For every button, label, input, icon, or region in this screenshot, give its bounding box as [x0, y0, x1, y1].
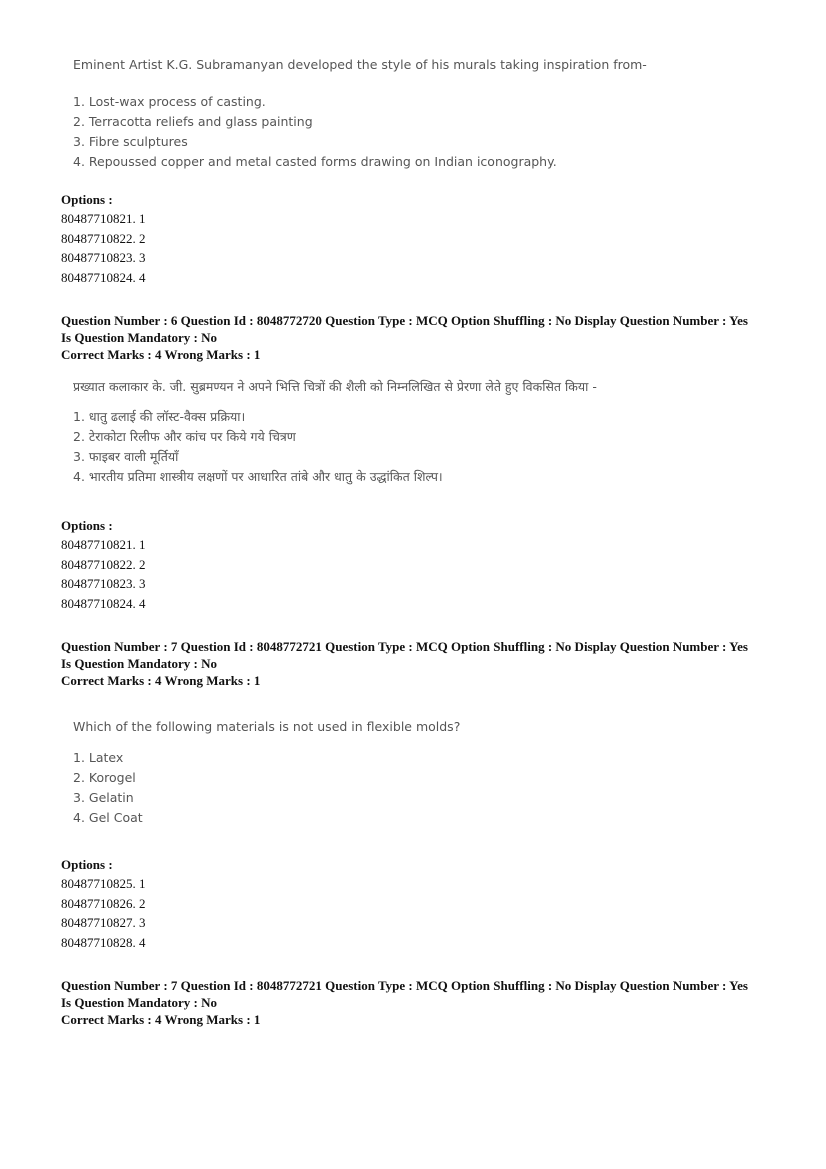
option-row: 80487710823. 3 — [61, 250, 146, 265]
options-heading: Options : — [61, 192, 113, 207]
answer-choice: 1. धातु ढलाई की लॉस्ट-वैक्स प्रक्रिया। — [73, 409, 246, 424]
options-list — [61, 190, 146, 287]
answer-choice: 2. टेराकोटा रिलीफ और कांच पर किये गये चित्रण — [73, 429, 296, 444]
options-list — [61, 516, 146, 613]
question-image-hindi — [73, 378, 597, 487]
question-image-english — [73, 57, 647, 172]
option-row: 80487710828. 4 — [61, 934, 146, 950]
answer-choice: 1. Latex — [73, 750, 124, 765]
question-meta — [61, 312, 748, 363]
question-stem: Which of the following materials is not used in flexible molds? — [73, 719, 461, 734]
answer-choice: 1. Lost-wax process of casting. — [73, 94, 266, 109]
option-row: 80487710824. 4 — [61, 269, 146, 285]
answer-choice: 3. Gelatin — [73, 790, 134, 805]
question-stem: प्रख्यात कलाकार के. जी. सुब्रमण्यन ने अपने भित्ति चित्रों की शैली को निम्नलिखित से प्रेरणा लेते हुए विकसित किया - — [73, 379, 597, 394]
question-info-line: Question Number : 7 Question Id : 8048772721 Question Type : MCQ Option Shuffling : No Display Question Number : Yes — [61, 978, 748, 993]
question-image-english — [73, 719, 460, 828]
option-row: 80487710821. 1 — [61, 537, 146, 552]
mandatory-line: Is Question Mandatory : No — [61, 330, 218, 345]
option-row: 80487710825. 1 — [61, 876, 146, 891]
marks-line: Correct Marks : 4 Wrong Marks : 1 — [61, 347, 261, 362]
answer-choice: 2. Terracotta reliefs and glass painting — [73, 114, 313, 129]
question-meta — [61, 638, 748, 689]
option-row: 80487710822. 2 — [61, 230, 146, 246]
option-row: 80487710821. 1 — [61, 211, 146, 226]
question-meta — [61, 977, 748, 1028]
marks-line: Correct Marks : 4 Wrong Marks : 1 — [61, 1012, 261, 1027]
answer-choice: 2. Korogel — [73, 770, 136, 785]
options-heading: Options : — [61, 857, 113, 872]
option-row: 80487710824. 4 — [61, 595, 146, 611]
options-list — [61, 855, 146, 952]
marks-line: Correct Marks : 4 Wrong Marks : 1 — [61, 673, 261, 688]
answer-choice: 4. Repoussed copper and metal casted forms drawing on Indian iconography. — [73, 154, 557, 169]
mandatory-line: Is Question Mandatory : No — [61, 656, 218, 671]
answer-choice: 3. फाइबर वाली मूर्तियाँ — [73, 449, 179, 464]
question-info-line: Question Number : 7 Question Id : 8048772721 Question Type : MCQ Option Shuffling : No Display Question Number : Yes — [61, 639, 748, 654]
mandatory-line: Is Question Mandatory : No — [61, 995, 218, 1010]
answer-choice: 3. Fibre sculptures — [73, 134, 188, 149]
options-heading: Options : — [61, 518, 113, 533]
option-row: 80487710827. 3 — [61, 915, 146, 930]
option-row: 80487710823. 3 — [61, 576, 146, 591]
question-stem: Eminent Artist K.G. Subramanyan developed the style of his murals taking inspiration from- — [73, 57, 647, 72]
answer-choice: 4. Gel Coat — [73, 810, 143, 825]
option-row: 80487710826. 2 — [61, 895, 146, 911]
option-row: 80487710822. 2 — [61, 556, 146, 572]
question-info-line: Question Number : 6 Question Id : 8048772720 Question Type : MCQ Option Shuffling : No Display Question Number : Yes — [61, 313, 748, 328]
answer-choice: 4. भारतीय प्रतिमा शास्त्रीय लक्षणों पर आधारित तांबे और धातु के उद्धांकित शिल्प। — [73, 469, 443, 484]
